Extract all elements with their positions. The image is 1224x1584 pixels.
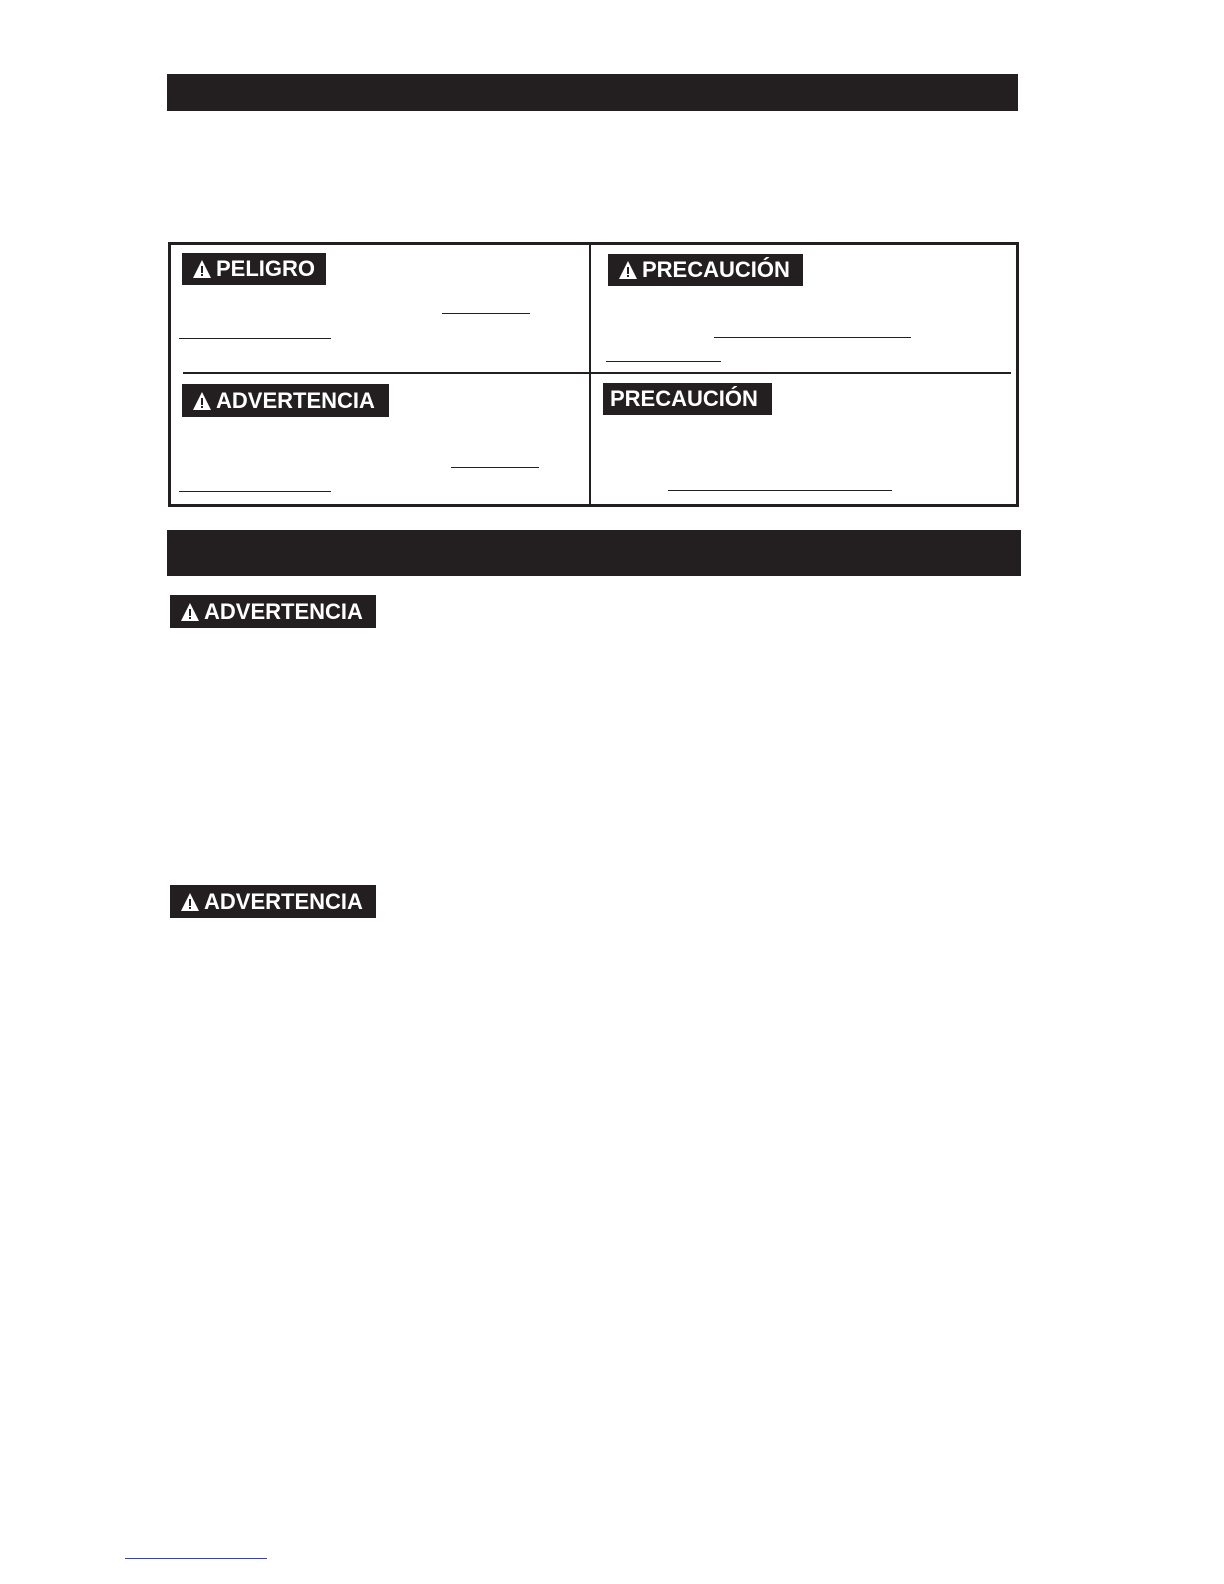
advertencia-label-2 — [170, 595, 376, 628]
warning-triangle-icon — [618, 260, 638, 280]
precaucion-underline-1 — [714, 337, 911, 338]
advertencia-label-3 — [170, 885, 376, 918]
peligro-label — [182, 253, 326, 285]
advertencia-text-2: ADVERTENCIA — [204, 598, 363, 624]
advertencia-text-3: ADVERTENCIA — [204, 888, 363, 914]
precaucion-label — [608, 254, 803, 286]
warning-triangle-icon — [180, 602, 200, 622]
peligro-text: PELIGRO — [216, 256, 316, 281]
advertencia-text: ADVERTENCIA — [216, 387, 375, 413]
precaucion-plain-underline — [668, 490, 892, 491]
table-row-divider — [183, 372, 1011, 374]
precaucion-plain-text: PRECAUCIÓN — [610, 386, 758, 411]
warning-triangle-icon — [180, 892, 200, 912]
footer-rule — [125, 1558, 267, 1559]
section-header-bar-1 — [167, 74, 1018, 111]
advertencia-underline-1 — [451, 467, 539, 468]
advertencia-label — [182, 384, 389, 417]
precaucion-plain-label — [603, 383, 772, 415]
section-header-bar-2 — [167, 530, 1021, 576]
precaucion-underline-2 — [606, 361, 721, 362]
warning-triangle-icon — [192, 259, 212, 279]
warning-triangle-icon — [192, 391, 212, 411]
peligro-underline-2 — [179, 338, 331, 339]
peligro-underline-1 — [442, 313, 530, 314]
table-column-divider — [589, 244, 591, 506]
precaucion-text: PRECAUCIÓN — [642, 257, 790, 282]
advertencia-underline-2 — [179, 491, 331, 492]
